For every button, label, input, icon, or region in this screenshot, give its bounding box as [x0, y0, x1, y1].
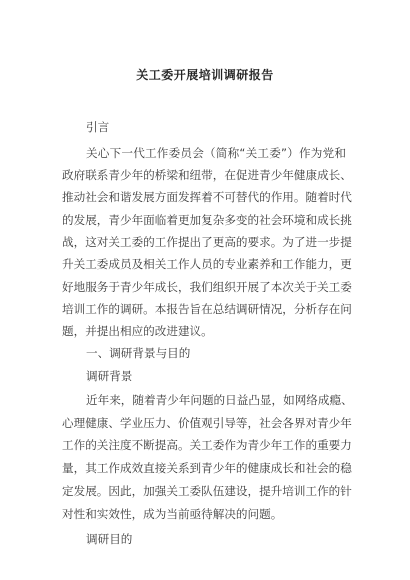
subsection-heading: 调研目的	[86, 532, 133, 546]
intro-line: 培训工作的调研。本报告旨在总结调研情况，分析存在问	[62, 302, 352, 316]
background-line: 心理健康、学业压力、价值观引导等，社会各界对青少年	[62, 416, 352, 430]
intro-line: 战，这对关工委的工作提出了更高的要求。为了进一步提	[62, 235, 352, 249]
background-line: 量，其工作成效直接关系到青少年的健康成长和社会的稳	[62, 461, 352, 475]
background-line: 近年来，随着青少年问题的日益凸显，如网络成瘾、	[86, 393, 353, 407]
intro-line: 好地服务于青少年成长，我们组织开展了本次关于关工委	[62, 280, 352, 294]
background-line: 定发展。因此，加强关工委队伍建设，提升培训工作的针	[62, 484, 352, 498]
section-heading: 一、调研背景与目的	[86, 346, 191, 360]
intro-line: 政府联系青少年的桥梁和纽带，在促进青少年健康成长、	[62, 168, 352, 182]
intro-line: 题，并提出相应的改进建议。	[62, 324, 213, 338]
document-title: 关工委开展培训调研报告	[136, 68, 274, 82]
background-line: 对性和实效性，成为当前亟待解决的问题。	[62, 507, 283, 521]
subsection-heading: 调研背景	[86, 369, 133, 383]
intro-line: 推动社会和谐发展方面发挥着不可替代的作用。随着时代	[62, 190, 352, 204]
intro-heading: 引言	[86, 120, 110, 134]
background-line: 工作的关注度不断提高。关工委作为青少年工作的重要力	[62, 438, 352, 452]
intro-line: 关心下一代工作委员会（简称“关工委”）作为党和	[86, 146, 346, 160]
intro-line: 升关工委成员及相关工作人员的专业素养和工作能力，更	[62, 257, 352, 271]
intro-line: 的发展，青少年面临着更加复杂多变的社会环境和成长挑	[62, 213, 352, 227]
